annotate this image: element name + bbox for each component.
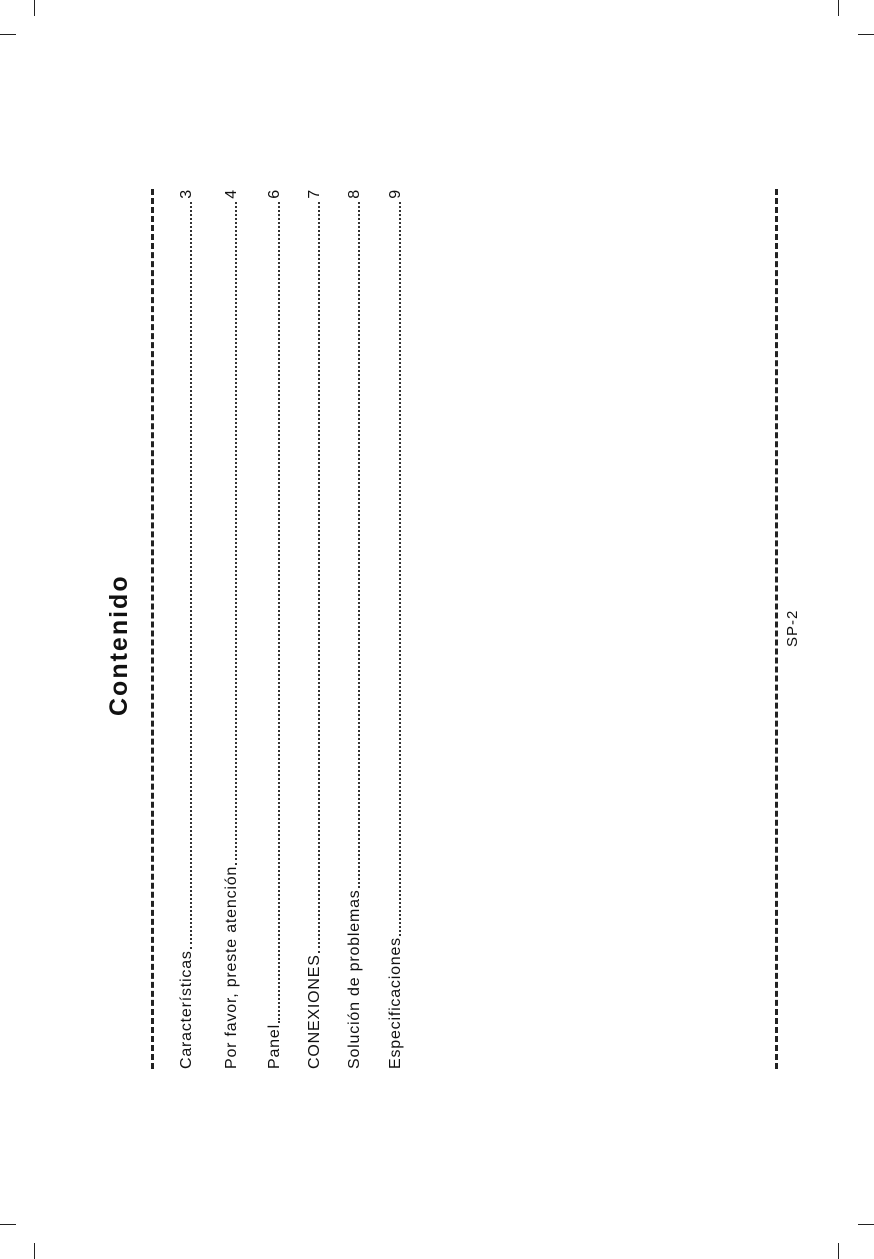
toc-entry[interactable] <box>342 189 364 1069</box>
toc-entry-page: 9 <box>387 189 404 199</box>
toc-leader-dots <box>190 202 192 949</box>
toc-entry-page: 8 <box>346 189 363 199</box>
toc-entry[interactable] <box>262 189 284 1069</box>
top-dashed-divider <box>151 189 154 1069</box>
toc-leader-dots <box>318 202 320 953</box>
toc-entry-label: Por favor, preste atención <box>223 865 240 1069</box>
toc-entry-page: 6 <box>266 189 283 199</box>
toc-entry-label: CONEXIONES <box>306 954 323 1069</box>
toc-entry[interactable] <box>174 189 196 1069</box>
toc-entry-label: Panel <box>266 1024 283 1069</box>
toc-entry-label: Solución de problemas <box>346 889 363 1069</box>
toc-entry-page: 4 <box>223 189 240 199</box>
toc-entry[interactable] <box>219 189 241 1069</box>
toc-leader-dots <box>399 202 401 936</box>
toc-entry[interactable] <box>302 189 324 1069</box>
toc-leader-dots <box>235 202 237 865</box>
toc-entry-label: Especificaciones <box>387 937 404 1069</box>
page-title: Contenido <box>105 574 133 716</box>
bottom-dashed-divider <box>775 189 778 1069</box>
toc-entry-label: Características <box>178 950 195 1069</box>
toc-entry[interactable] <box>383 189 405 1069</box>
page-number: SP-2 <box>784 609 801 647</box>
toc-leader-dots <box>278 202 280 1023</box>
toc-leader-dots <box>358 202 360 888</box>
toc-entry-page: 3 <box>178 189 195 199</box>
toc-entry-page: 7 <box>306 189 323 199</box>
